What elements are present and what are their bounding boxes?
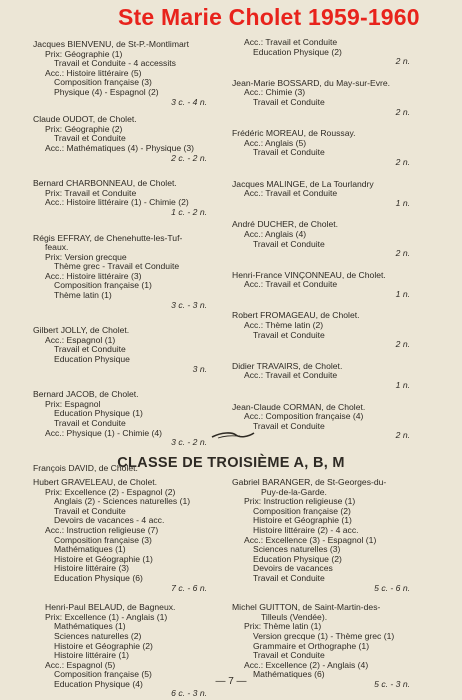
award-count: 2 n. — [395, 156, 410, 167]
prize-line: Composition française (3) — [54, 77, 152, 88]
prize-line: Travail et Conduite — [253, 650, 325, 661]
prize-line: Travail et Conduite - 4 accessits — [54, 58, 176, 69]
student-name: Gabriel BARANGER, de St-Georges-du- — [232, 477, 387, 487]
column-left-top — [33, 40, 229, 473]
prize-line: Histoire et Géographie (1) — [253, 515, 352, 526]
prize-line: Mathématiques (6) — [253, 669, 325, 680]
student-name: Jean-Claude CORMAN, de Cholet. — [232, 401, 366, 412]
prize-line: Prix: Excellence (2) - Espagnol (2) — [45, 486, 176, 497]
prize-line: Acc.: Thème latin (2) — [244, 320, 324, 331]
prize-entry — [232, 220, 432, 258]
prize-line: Education Physique (2) — [253, 46, 342, 57]
prize-line: Acc.: Anglais (5) — [244, 137, 307, 148]
award-count: 2 c. - 2 n. — [171, 152, 207, 163]
student-name: Régis EFFRAY, de Chenehutte-les-Tuf- — [33, 232, 183, 243]
column-right-bottom — [232, 478, 432, 689]
award-count: 2 n. — [395, 248, 410, 259]
prize-entry — [33, 390, 229, 448]
prize-entry — [33, 478, 229, 593]
prize-line: Grammaire et Orthographe (1) — [253, 640, 370, 651]
prize-entry — [232, 362, 432, 391]
prize-entry — [33, 234, 229, 311]
prize-line: Histoire et Géographie (1) — [54, 553, 153, 564]
prize-line: Composition française (1) — [54, 280, 152, 291]
prize-line: Prix: Instruction religieuse (1) — [244, 496, 356, 507]
award-count: 7 c. - 6 n. — [171, 582, 207, 593]
prize-line: Histoire littéraire (3) — [54, 563, 129, 574]
prize-line: Acc.: Excellence (3) - Espagnol (1) — [244, 534, 377, 545]
prize-line: Acc.: Histoire littéraire (3) — [45, 270, 142, 281]
student-name: Claude OUDOT, de Cholet. — [33, 114, 137, 125]
prize-line: Travail et Conduite — [54, 418, 126, 428]
prize-line: Thème latin (1) — [54, 290, 112, 301]
student-name: Hubert GRAVELEAU, de Cholet. — [33, 477, 158, 487]
prize-line: Acc.: Travail et Conduite — [244, 279, 338, 290]
prize-line: Devoirs de vacances - 4 acc. — [54, 515, 165, 526]
award-count: 1 c. - 2 n. — [171, 206, 207, 217]
award-count: 2 n. — [395, 56, 410, 67]
award-count: 6 c. - 3 n. — [171, 688, 207, 699]
award-count: 1 n. — [395, 380, 410, 391]
prize-entry — [33, 326, 229, 374]
student-name: Gilbert JOLLY, de Cholet. — [33, 325, 130, 336]
prize-line: Acc.: Mathématiques (4) - Physique (3) — [45, 142, 195, 153]
column-right-top — [232, 38, 432, 441]
award-count: 1 n. — [395, 288, 410, 299]
prize-line: Prix: Thème latin (1) — [244, 621, 322, 632]
student-name: Didier TRAVAIRS, de Cholet. — [232, 360, 343, 371]
prize-line: Travail et Conduite — [54, 344, 126, 355]
section-title: CLASSE DE TROISIÈME A, B, M — [117, 455, 345, 471]
prize-entry — [232, 311, 432, 349]
prize-line: Travail et Conduite — [253, 420, 325, 431]
prize-line: Education Physique (1) — [54, 408, 143, 419]
prize-line: Education Physique (4) — [54, 678, 143, 689]
prize-entry — [232, 403, 432, 441]
award-count: 3 c. - 3 n. — [171, 299, 207, 310]
prize-line: Travail et Conduite — [253, 96, 325, 107]
prize-line: Puy-de-la-Garde. — [261, 486, 327, 497]
student-name: Bernard JACOB, de Cholet. — [33, 389, 139, 400]
student-name: François DAVID, de Cholet. — [33, 462, 138, 473]
prize-line: Prix: Géographie (1) — [45, 48, 123, 59]
student-name: Jacques MALINGE, de La Tourlandry — [232, 178, 374, 189]
student-name: Acc.: Travail et Conduite — [244, 37, 338, 47]
prize-entry — [232, 478, 432, 593]
prize-line: Mathématiques (1) — [54, 544, 126, 555]
prize-line: Travail et Conduite — [54, 505, 126, 516]
prize-line: Acc.: Chimie (3) — [244, 87, 306, 98]
prize-line: Prix: Géographie (2) — [45, 123, 123, 134]
award-count: 1 n. — [395, 197, 410, 208]
prize-line: Acc.: Travail et Conduite — [244, 370, 338, 381]
prize-line: Histoire et Géographie (2) — [54, 640, 153, 651]
prize-line: Education Physique (2) — [253, 553, 342, 564]
prize-line: Acc.: Travail et Conduite — [244, 188, 338, 199]
prize-line: Education Physique — [54, 354, 130, 365]
prize-line: Tilleuls (Vendée). — [261, 611, 328, 622]
prize-line: Acc.: Histoire littéraire (1) - Chimie (2) — [45, 197, 189, 208]
page-number: — 7 — — [215, 676, 247, 687]
prize-line: feaux. — [45, 242, 69, 253]
student-name: André DUCHER, de Cholet. — [232, 219, 339, 230]
award-count: 5 c. - 3 n. — [374, 678, 410, 689]
student-name: Henri-France VINÇONNEAU, de Cholet. — [232, 269, 386, 280]
prize-line: Travail et Conduite — [253, 572, 325, 583]
award-count: 5 c. - 6 n. — [374, 582, 410, 593]
award-count: 2 n. — [395, 106, 410, 117]
prize-line: Version grecque (1) - Thème grec (1) — [253, 630, 395, 641]
banner-title: Ste Marie Cholet 1959-1960 — [118, 4, 420, 30]
prize-line: Prix: Espagnol — [45, 398, 101, 409]
award-count: 2 n. — [395, 430, 410, 441]
prize-entry — [232, 79, 432, 117]
ornament-flourish-icon — [210, 430, 256, 440]
prize-line: Travail et Conduite — [253, 147, 325, 158]
prize-line: Physique (4) - Espagnol (2) — [54, 86, 159, 97]
prize-entry — [232, 271, 432, 300]
prize-entry — [232, 38, 432, 67]
award-count: 2 n. — [395, 339, 410, 350]
prize-entry — [33, 115, 229, 163]
prize-line: Acc.: Excellence (2) - Anglais (4) — [244, 659, 369, 670]
prize-line: Prix: Travail et Conduite — [45, 187, 137, 198]
prize-line: Prix: Version grecque — [45, 251, 127, 262]
prize-line: Acc.: Physique (1) - Chimie (4) — [45, 427, 163, 438]
student-name: Frédéric MOREAU, de Roussay. — [232, 128, 356, 139]
prize-line: Histoire littéraire (2) - 4 acc. — [253, 524, 359, 535]
prize-line: Thème grec - Travail et Conduite — [54, 261, 180, 272]
prize-entry — [33, 40, 229, 107]
prize-line: Sciences naturelles (2) — [54, 630, 142, 641]
column-left-bottom — [33, 478, 229, 699]
prize-line: Travail et Conduite — [54, 133, 126, 144]
prize-line: Travail et Conduite — [253, 329, 325, 340]
student-name: Robert FROMAGEAU, de Cholet. — [232, 310, 360, 321]
prize-line: Composition française (5) — [54, 669, 152, 680]
prize-line: Acc.: Composition française (4) — [244, 411, 364, 422]
student-name: Michel GUITTON, de Saint-Martin-des- — [232, 602, 381, 613]
award-count: 3 n. — [192, 363, 207, 374]
prize-line: Composition française (2) — [253, 505, 351, 516]
prize-entry — [33, 179, 229, 217]
prize-line: Composition française (3) — [54, 534, 152, 545]
prize-line: Acc.: Anglais (4) — [244, 228, 307, 239]
prize-entry — [232, 129, 432, 167]
award-count: 3 c. - 2 n. — [171, 437, 207, 448]
prize-line: Education Physique (6) — [54, 572, 143, 583]
student-name: Henri-Paul BELAUD, de Bagneux. — [45, 602, 176, 613]
award-count: 3 c. - 4 n. — [171, 96, 207, 107]
prize-line: Travail et Conduite — [253, 238, 325, 249]
prize-line: Acc.: Histoire littéraire (5) — [45, 67, 142, 78]
student-name: Jacques BIENVENU, de St-P.-Montlimart — [33, 39, 190, 49]
prize-line: Sciences naturelles (3) — [253, 544, 341, 555]
prize-line: Devoirs de vacances — [253, 563, 333, 574]
prize-line: Acc.: Espagnol (1) — [45, 334, 116, 345]
prize-line: Acc.: Espagnol (5) — [45, 659, 116, 670]
student-name: Jean-Marie BOSSARD, du May-sur-Evre. — [232, 77, 391, 88]
prize-entry — [232, 180, 432, 209]
prize-line: Mathématiques (1) — [54, 621, 126, 632]
prize-line: Acc.: Instruction religieuse (7) — [45, 524, 159, 535]
student-name: Bernard CHARBONNEAU, de Cholet. — [33, 178, 177, 189]
prize-line: Prix: Excellence (1) - Anglais (1) — [45, 611, 168, 622]
prize-line: Histoire littéraire (1) — [54, 650, 129, 661]
prize-line: Anglais (2) - Sciences naturelles (1) — [54, 496, 191, 507]
